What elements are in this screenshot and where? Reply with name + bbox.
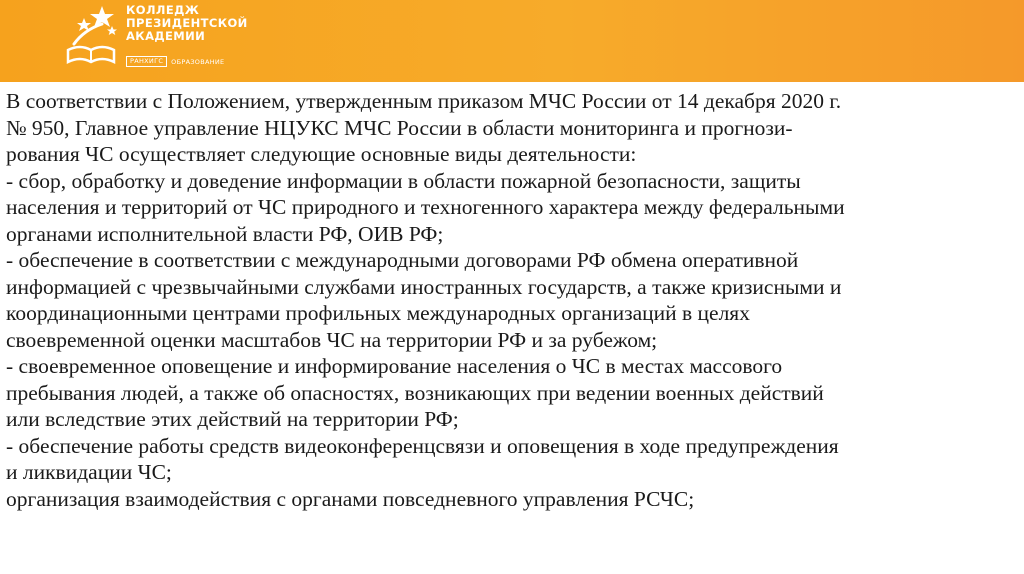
logo-sub-label: ОБРАЗОВАНИЕ [171,57,225,66]
text-line: своевременной оценки масштабов ЧС на территории РФ и за рубежом; [6,327,658,352]
logo-line-2: ПРЕЗИДЕНТСКОЙ [126,16,248,30]
text-line: - обеспечение работы средств видеоконференцсвязи и оповещения в ходе предупреждения [6,433,839,458]
logo-emblem-icon [62,4,120,68]
logo-line-1: КОЛЛЕДЖ [126,3,200,17]
text-line: В соответствии с Положением, утвержденным приказом МЧС России от 14 декабря 2020 г. [6,89,842,113]
logo-line-3: АКАДЕМИИ [126,29,206,43]
logo-subtitle [126,56,224,67]
logo-title [126,4,248,43]
text-line: информацией с чрезвычайными службами иностранных государств, а также кризисными и [6,274,842,299]
text-line: - сбор, обработку и доведение информации в области пожарной безопасности, защиты [6,168,801,193]
text-line: координационными центрами профильных международных организаций в целях [6,301,750,325]
logo-tag: РАНХИГС [126,56,167,67]
text-line: и ликвидации ЧС; [6,460,172,484]
text-line: населения и территорий от ЧС природного и техногенного характера между федеральными [6,195,845,219]
text-line: или вследствие этих действий на территории РФ; [6,407,459,431]
text-line: пребывания людей, а также об опасностях, возникающих при ведении военных действий [6,380,824,405]
header-banner [0,0,1024,82]
text-line: организация взаимодействия с органами повседневного управления РСЧС; [6,486,695,511]
text-line: рования ЧС осуществляет следующие основные виды деятельности: [6,142,637,166]
text-line: - своевременное оповещение и информирование населения о ЧС в местах массового [6,354,783,378]
text-line: № 950, Главное управление НЦУКС МЧС России в области мониторинга и прогнози- [6,115,793,140]
document-body [6,88,1020,512]
text-line: - обеспечение в соответствии с международными договорами РФ обмена оперативной [6,248,799,272]
college-logo[interactable] [62,4,252,74]
text-line: органами исполнительной власти РФ, ОИВ РФ; [6,221,444,246]
